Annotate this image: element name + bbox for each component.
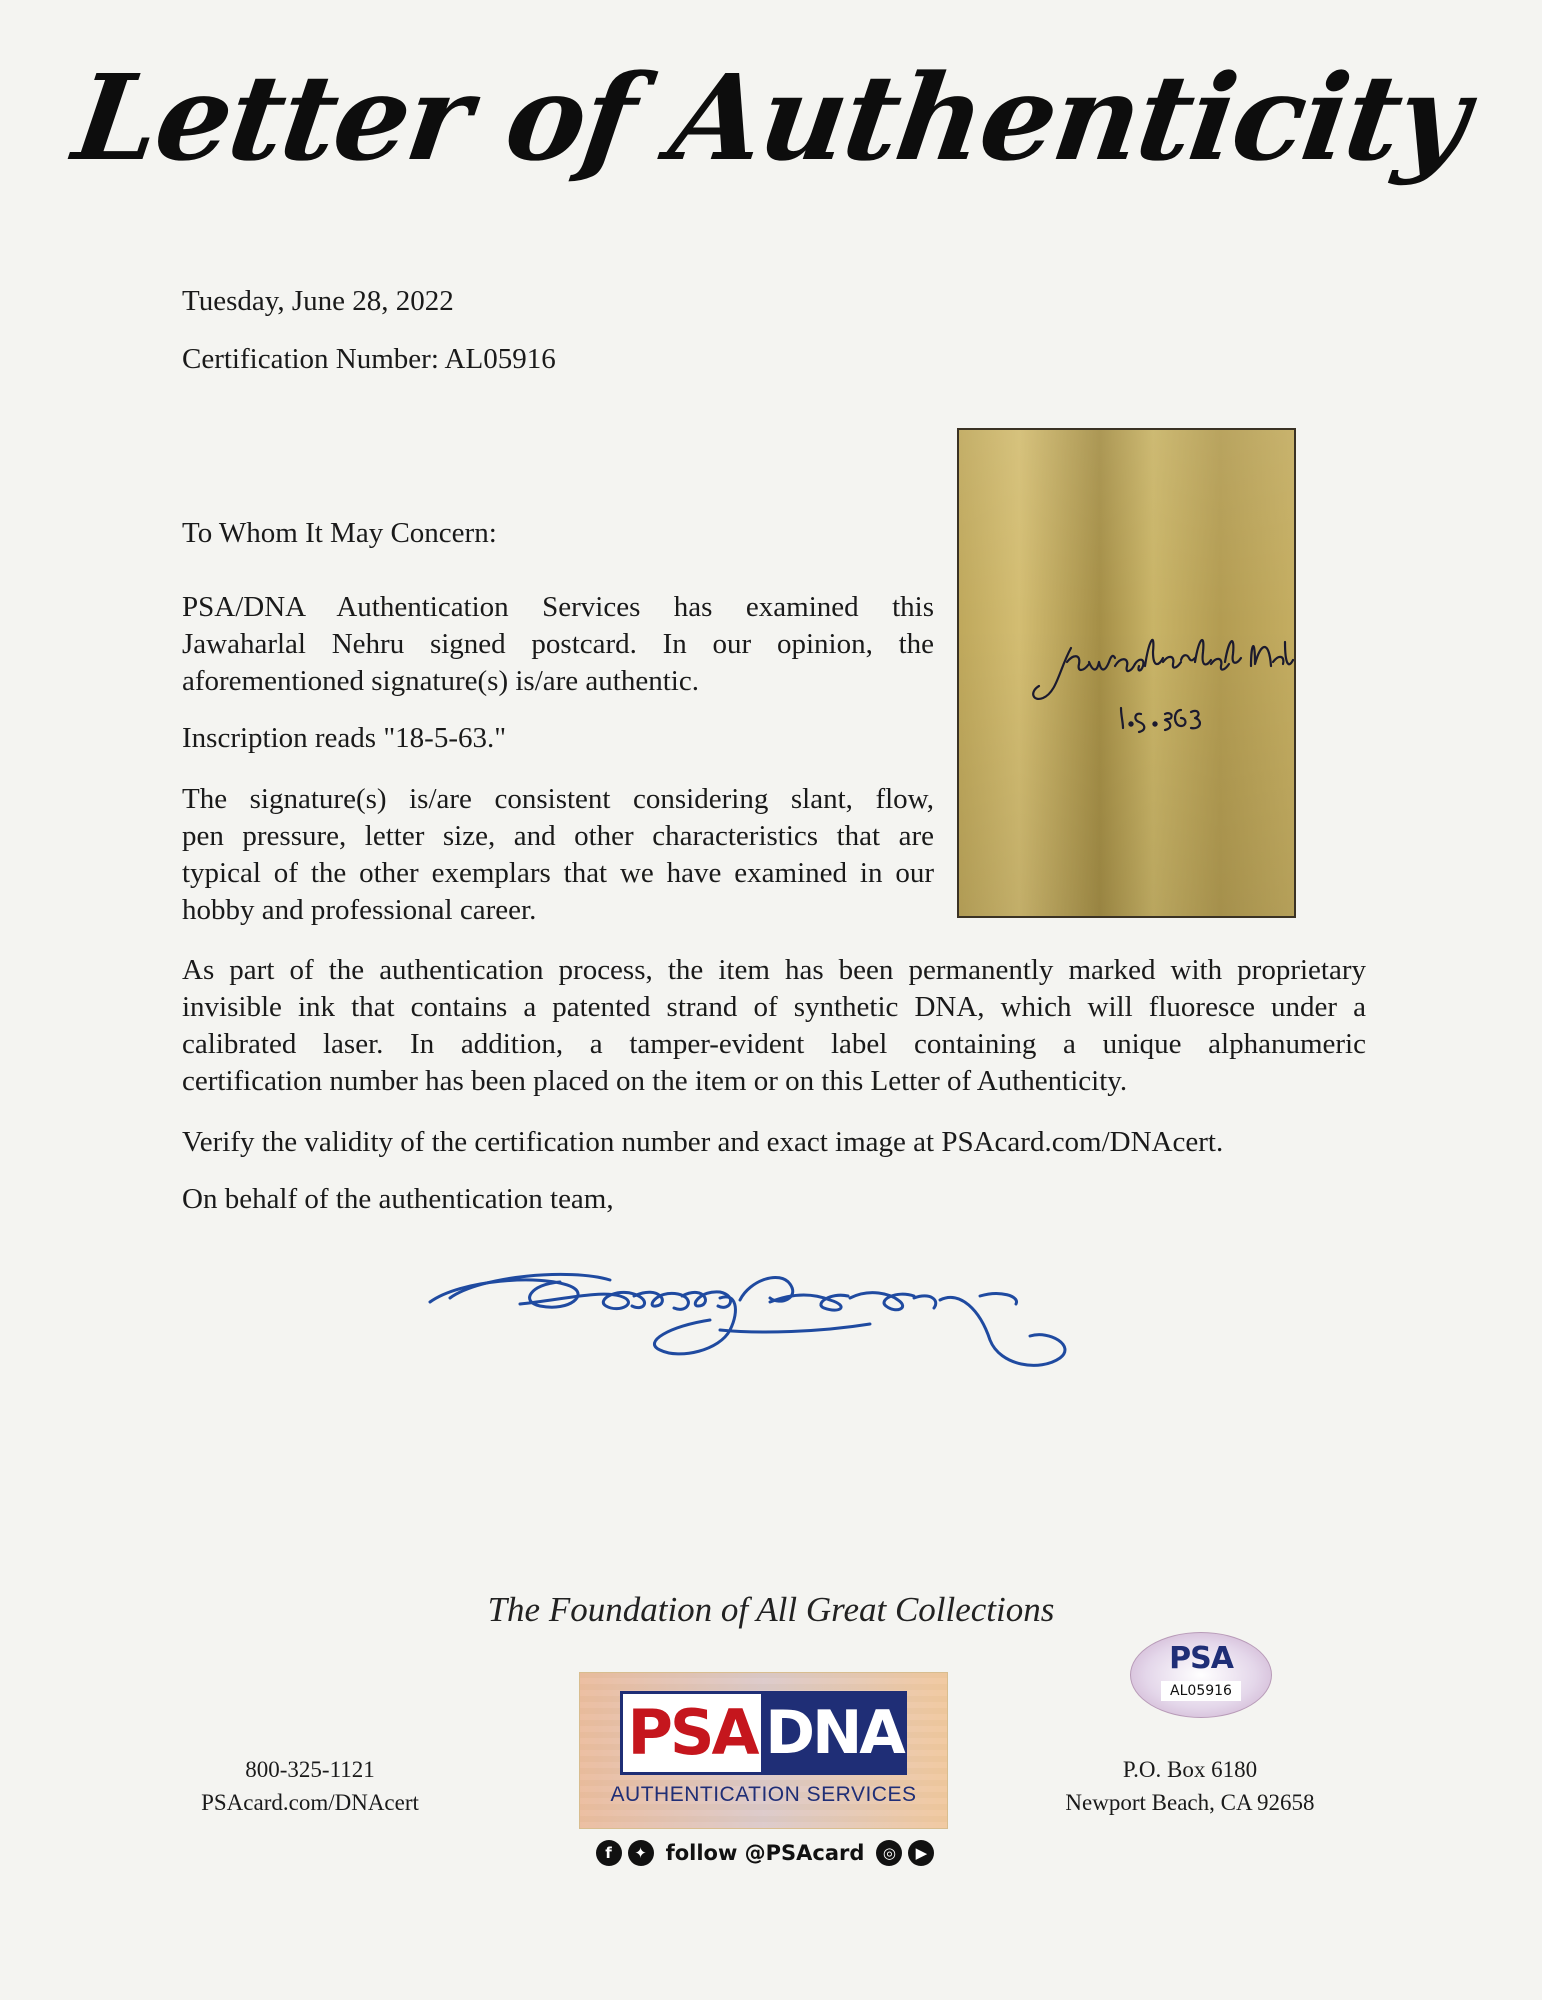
paragraph-line: typical of the other exemplars that we have examined in our [182, 857, 934, 889]
logo-services: AUTHENTICATION SERVICES [610, 1783, 917, 1806]
website: PSAcard.com/DNAcert [201, 1790, 419, 1815]
logo-psa: PSA [620, 1691, 764, 1775]
inscription-note: Inscription reads "18-5-63." [182, 722, 507, 754]
po-box: P.O. Box 6180 [1122, 1757, 1258, 1782]
certification-number: Certification Number: AL05916 [182, 343, 556, 375]
contact-address [1040, 1753, 1340, 1819]
facebook-icon: f [596, 1840, 622, 1866]
seal-brand: PSA [1169, 1641, 1233, 1676]
consistency-paragraph [182, 781, 934, 929]
paragraph-line: certification number has been placed on the item or on this Letter of Authenticity. [182, 1065, 1128, 1097]
paragraph-line: Jawaharlal Nehru signed postcard. In our opinion, the [182, 628, 934, 660]
logo-dna: DNA [761, 1691, 907, 1775]
psa-hologram-seal [1130, 1632, 1272, 1718]
paragraph-line: invisible ink that contains a patented strand of synthetic DNA, which will fluoresce under a [182, 991, 1366, 1023]
paragraph-line: aforementioned signature(s) is/are authentic. [182, 665, 699, 697]
paragraph-line: As part of the authentication process, the item has been permanently marked with proprietary [182, 954, 1366, 986]
youtube-icon: ▶ [908, 1840, 934, 1866]
verify-note: Verify the validity of the certification number and exact image at PSAcard.com/DNAcert. [182, 1126, 1224, 1158]
examination-paragraph [182, 589, 934, 700]
twitter-icon: ✦ [628, 1840, 654, 1866]
tagline: The Foundation of All Great Collections [487, 1590, 1055, 1629]
city-state: Newport Beach, CA 92658 [1065, 1790, 1315, 1815]
paragraph-line: PSA/DNA Authentication Services has examined this [182, 591, 934, 623]
letter-title: Letter of Authenticity [66, 48, 1476, 187]
phone-number: 800-325-1121 [245, 1757, 375, 1782]
process-paragraph [182, 952, 1366, 1100]
contact-phone-web [180, 1753, 440, 1819]
closing-line: On behalf of the authentication team, [182, 1183, 614, 1215]
letter-date: Tuesday, June 28, 2022 [182, 285, 454, 317]
paragraph-line: The signature(s) is/are consistent considering slant, flow, [182, 783, 934, 815]
psa-dna-logo [579, 1672, 948, 1829]
item-photo [957, 428, 1296, 918]
paragraph-line: pen pressure, letter size, and other characteristics that are [182, 820, 934, 852]
paragraph-line: hobby and professional career. [182, 894, 537, 926]
follow-text: follow @PSAcard [665, 1841, 865, 1865]
authenticator-signature [420, 1240, 1140, 1390]
handwritten-inscription [959, 430, 1294, 916]
salutation: To Whom It May Concern: [182, 517, 497, 549]
instagram-icon: ◎ [876, 1840, 902, 1866]
seal-number: AL05916 [1161, 1681, 1241, 1701]
social-follow [585, 1833, 945, 1873]
paragraph-line: calibrated laser. In addition, a tamper-evident label containing a unique alphanumeric [182, 1028, 1366, 1060]
